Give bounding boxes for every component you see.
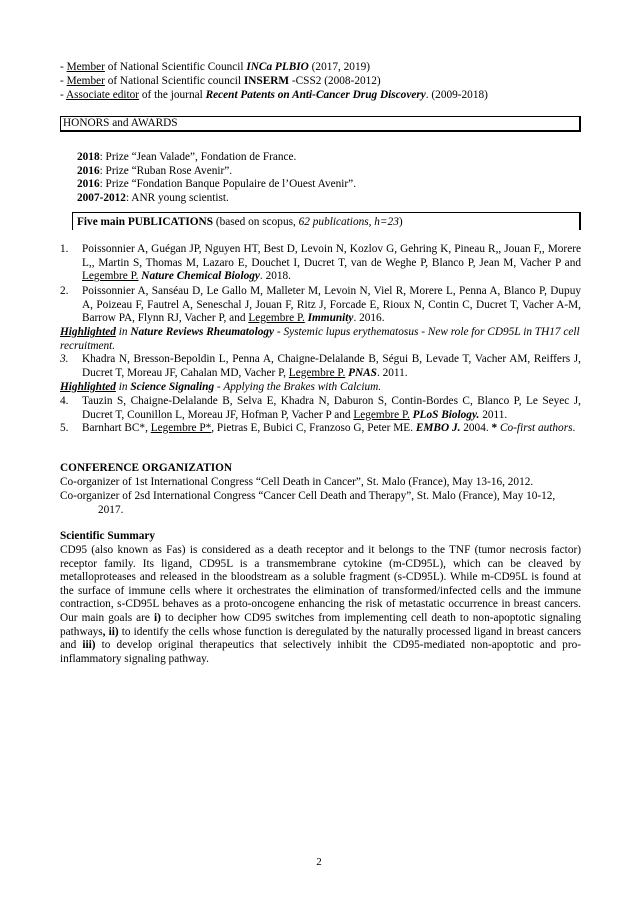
reference-highlight-author: Legembre P. — [353, 408, 410, 421]
honor-year: 2018 — [77, 151, 100, 163]
reference-item — [82, 353, 581, 380]
summary-heading: Scientific Summary — [60, 530, 156, 542]
reference-year: 2004. — [460, 422, 492, 434]
membership-text: of the journal — [139, 89, 206, 101]
honors-heading: HONORS and AWARDS — [63, 117, 178, 129]
honor-year: 2007-2012 — [77, 192, 126, 204]
highlight-journal: Nature Reviews Rheumatology — [130, 326, 275, 338]
honor-text: : ANR young scientist. — [125, 192, 229, 204]
reference-year: 2011. — [479, 408, 508, 421]
summary-goal-marker: , ii) — [102, 625, 119, 638]
highlight-in: in — [115, 326, 131, 338]
honor-item — [77, 192, 229, 205]
reference-item — [82, 395, 581, 422]
honor-item — [77, 151, 296, 164]
highlight-text: - Applying the Brakes with Calcium. — [214, 381, 382, 393]
reference-journal: EMBO J. — [415, 422, 461, 434]
conference-heading: CONFERENCE ORGANIZATION — [60, 462, 233, 474]
membership-role: Associate editor — [65, 89, 140, 101]
reference-highlight-author: Legembre P. — [82, 270, 139, 283]
membership-line — [60, 75, 381, 88]
reference-authors: Poissonnier A, Guégan JP, Nguyen HT, Best D, Levoin N, Kozlov G, Gehring K, Pineau R,, Jouan F,, Morere L,, Martin S, Thomas M, Lazaro E, Douchet I, Ducret T, van de Weghe P, Blanco P, Jean M, Vacher P and — [82, 243, 581, 269]
summary-text: to develop original therapeutics that selectively inhibit the CD95-mediated non-apoptotic and pro-inflammatory signaling pathway. — [60, 639, 582, 665]
publications-heading — [77, 216, 403, 229]
reference-number: 3. — [60, 353, 69, 365]
reference-item — [82, 243, 581, 284]
membership-org: INSERM — [243, 75, 290, 87]
summary-goal-marker: iii) — [82, 639, 96, 652]
membership-org: Recent Patents on Anti-Cancer Drug Discovery — [205, 89, 426, 101]
membership-text: of National Scientific Council — [104, 61, 247, 73]
summary-text: CD95 (also known as Fas) is considered as a death receptor and it belongs to the TNF (tumor necrosis factor) receptor family. Its ligand, CD95L is a transmembrane cytokine (m-CD95L), which can be cleaved by metalloproteases and released in the bloodstream as a soluble fragment (s-CD95L). While m-CD95L is found at the surface of immune cells where it orchestrates the elimination of transformed/infected cells and the immune contraction, s-CD95L behaves as a proto-oncogene enhancing the risk of metastatic occurrence in breast cancers. Our main goals are — [60, 544, 581, 624]
highlight-note — [60, 381, 581, 395]
reference-star: * — [491, 422, 498, 434]
reference-highlight-author: Legembre P* — [150, 422, 212, 434]
reference-item — [82, 422, 581, 436]
reference-end: . — [572, 422, 576, 434]
conference-line-continued: 2017. — [98, 504, 124, 516]
membership-years: . (2009-2018) — [425, 89, 488, 101]
reference-authors-rest: , Pietras E, Bubici C, Franzoso G, Peter ME. — [211, 422, 416, 434]
publications-heading-note: (based on scopus, — [213, 216, 299, 228]
honor-item — [77, 178, 356, 191]
reference-journal: Immunity — [304, 312, 354, 325]
honor-text: : Prize “Jean Valade”, Fondation de France. — [99, 151, 297, 163]
honor-item — [77, 165, 232, 178]
dash: - — [60, 89, 66, 101]
reference-authors: Poissonnier A, Sanséau D, Le Gallo M, Malleter M, Levoin N, Viel R, Morere L, Penna A, Blanco P, Dupuy A, Poizeau F, Fautrel A, Seneschal J, Jouan F, Ritz J, Forcade E, Rioux N, Contin C, Ducret T, Vacher A-M, Barrow PA, Flynn RJ, Vacher P, and — [82, 285, 581, 325]
highlight-text: - Systemic lupus erythematosus - New role for CD95L in TH17 cell recruitment. — [60, 326, 580, 352]
honor-text: : Prize “Ruban Rose Avenir”. — [99, 165, 233, 177]
reference-co-first-note: Co-first authors — [497, 422, 573, 434]
publications-heading-close: ) — [398, 216, 403, 228]
membership-role: Member — [66, 61, 105, 73]
reference-number: 1. — [60, 243, 69, 255]
reference-year: . 2011. — [376, 366, 408, 379]
membership-text: of National Scientific council — [104, 75, 244, 87]
highlight-label: Highlighted — [60, 326, 116, 338]
dash: - — [60, 75, 67, 87]
publications-heading-title: Five main PUBLICATIONS — [77, 216, 213, 228]
reference-item — [82, 285, 581, 326]
conference-line: Co-organizer of 2sd International Congress “Cancer Cell Death and Therapy”, St. Malo (France), May 10-12, — [60, 490, 556, 502]
reference-journal: PNAS — [345, 366, 377, 379]
membership-years: (2017, 2019) — [308, 61, 371, 73]
reference-authors: Tauzin S, Chaigne-Delalande B, Selva E, Khadra N, Daburon S, Contin-Bordes C, Blanco P, Le Seyec J, Ducret T, Counillon L, Moreau JF, Hofman P, Vacher P and — [82, 395, 581, 421]
reference-authors: Barnhart BC*, — [82, 422, 151, 434]
honor-year: 2016 — [77, 178, 100, 190]
membership-line — [60, 61, 370, 74]
summary-goal-marker: i) — [154, 611, 161, 624]
publications-heading-metrics: 62 publications, h=23 — [298, 216, 399, 228]
highlight-label: Highlighted — [60, 381, 116, 393]
reference-highlight-author: Legembre P. — [248, 312, 305, 325]
summary-paragraph — [60, 544, 581, 666]
page-number: 2 — [316, 856, 322, 868]
dash: - — [60, 61, 67, 73]
reference-number: 5. — [60, 422, 69, 434]
membership-years: -CSS2 (2008-2012) — [289, 75, 381, 87]
membership-role: Member — [66, 75, 105, 87]
reference-number: 2. — [60, 285, 69, 297]
reference-authors: Khadra N, Bresson-Bepoldin L, Penna A, Chaigne-Delalande B, Ségui B, Levade T, Vacher AM, Reiffers J, Ducret T, Moreau JF, Cahalan MD, Vacher P, — [82, 353, 581, 379]
reference-journal: PLoS Biology. — [409, 408, 480, 421]
reference-number: 4. — [60, 395, 69, 407]
summary-text: to identify the cells whose function is deregulated by the naturally processed ligand in breast cancers and — [60, 625, 581, 652]
membership-line — [60, 89, 488, 102]
reference-journal: Nature Chemical Biology — [138, 270, 260, 283]
honor-text: : Prize “Fondation Banque Populaire de l’Ouest Avenir”. — [99, 178, 357, 190]
highlight-note — [60, 326, 581, 353]
reference-year: . 2018. — [259, 270, 291, 283]
highlight-journal: Science Signaling — [130, 381, 215, 393]
summary-text: to decipher how CD95 switches from implementing cell death to non-apoptotic signaling pathways — [60, 611, 581, 638]
conference-line: Co-organizer of 1st International Congress “Cell Death in Cancer”, St. Malo (France), May 13-16, 2012. — [60, 476, 534, 488]
highlight-in: in — [115, 381, 131, 393]
reference-highlight-author: Legembre P. — [288, 366, 346, 379]
honor-year: 2016 — [77, 165, 100, 177]
membership-org: INCa PLBIO — [246, 61, 309, 73]
reference-year: . 2016. — [353, 312, 385, 325]
